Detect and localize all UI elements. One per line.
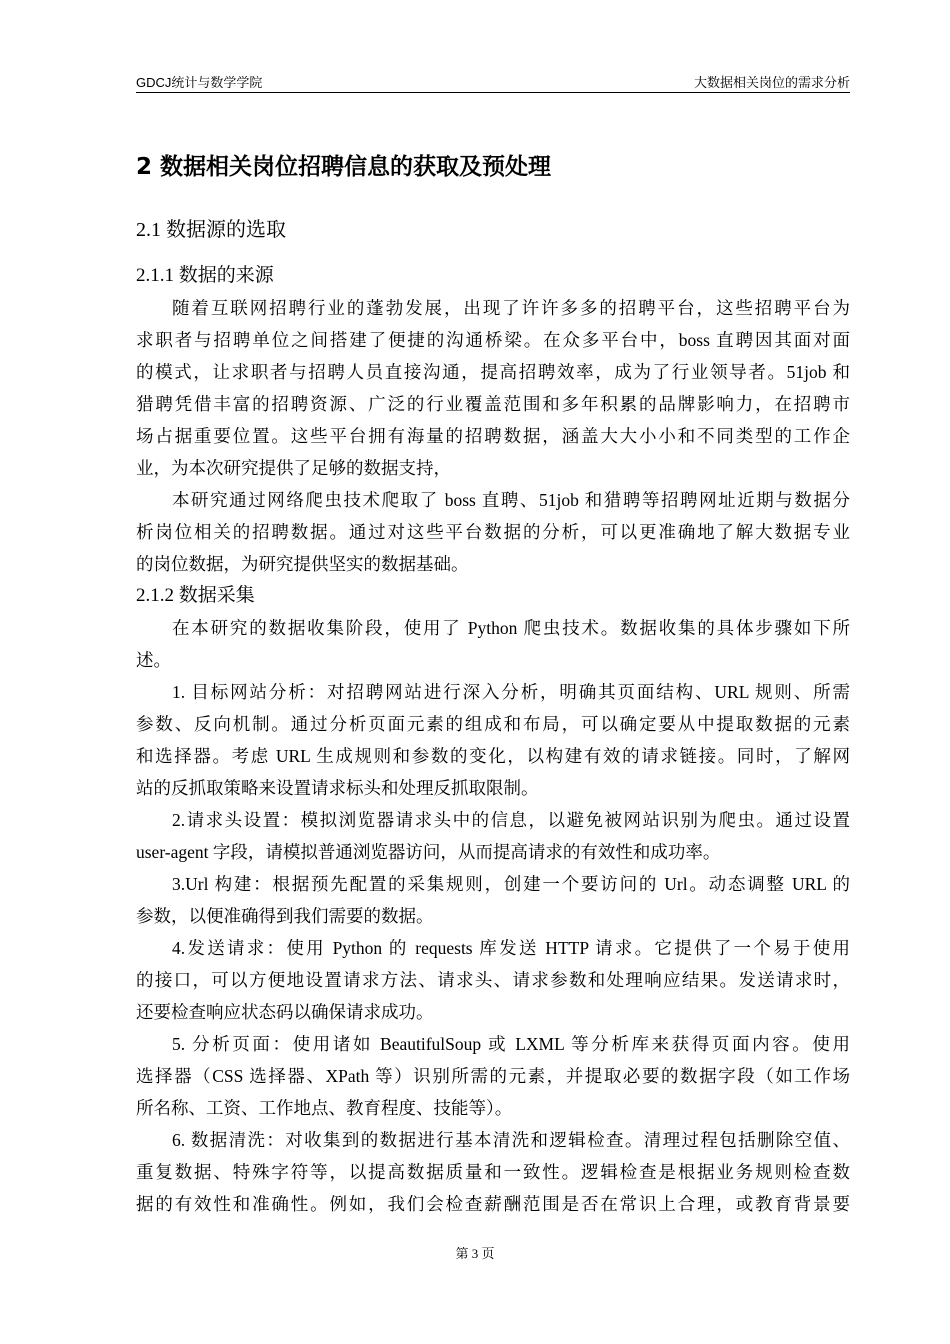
- text-line: 业，为本次研究提供了足够的数据支持，: [136, 458, 451, 478]
- text-line: 参数，以便准确得到我们需要的数据。: [136, 906, 434, 926]
- text-line: 4.发送请求：使用 Python 的 requests 库发送 HTTP 请求。它提供了一个易于使用: [172, 938, 850, 958]
- paragraph: [136, 932, 850, 1028]
- subsection-title: 2.1.2 数据采集: [136, 585, 255, 606]
- page-number: 第 3 页: [455, 1246, 495, 1261]
- paragraph: [136, 1028, 850, 1124]
- text-line: 在本研究的数据收集阶段，使用了 Python 爬虫技术。数据收集的具体步骤如下所: [172, 618, 850, 638]
- body-text: [136, 260, 850, 1220]
- paragraph: [136, 868, 850, 932]
- paragraph: [136, 804, 850, 868]
- text-line: 6. 数据清洗：对收集到的数据进行基本清洗和逻辑检查。清理过程包括删除空值、: [172, 1130, 850, 1150]
- page-header: [136, 70, 850, 93]
- text-line: 的模式，让求职者与招聘人员直接沟通，提高招聘效率，成为了行业领导者。51job 和: [136, 362, 850, 382]
- text-line: 求职者与招聘单位之间搭建了便捷的沟通桥梁。在众多平台中，boss 直聘因其面对面: [136, 330, 850, 350]
- text-line: 随着互联网招聘行业的蓬勃发展，出现了许许多多的招聘平台，这些招聘平台为: [172, 298, 850, 318]
- text-line: 本研究通过网络爬虫技术爬取了 boss 直聘、51job 和猎聘等招聘网址近期与数据分: [172, 490, 850, 510]
- text-line: 析岗位相关的招聘数据。通过对这些平台数据的分析，可以更准确地了解大数据专业: [136, 522, 850, 542]
- chapter-title: 2 数据相关岗位招聘信息的获取及预处理: [136, 154, 552, 180]
- text-line: 还要检查响应状态码以确保请求成功。: [136, 1002, 434, 1022]
- subsection-title: 2.1.1 数据的来源: [136, 265, 274, 286]
- text-line: 重复数据、特殊字符等，以提高数据质量和一致性。逻辑检查是根据业务规则检查数: [136, 1162, 850, 1182]
- paragraph: [136, 1124, 850, 1220]
- text-line: 的接口，可以方便地设置请求方法、请求头、请求参数和处理响应结果。发送请求时，: [136, 970, 850, 990]
- text-line: user-agent 字段，请模拟普通浏览器访问，从而提高请求的有效性和成功率。: [136, 842, 721, 862]
- text-line: 场占据重要位置。这些平台拥有海量的招聘数据，涵盖大大小小和不同类型的工作企: [136, 426, 850, 446]
- text-line: 2.请求头设置：模拟浏览器请求头中的信息，以避免被网站识别为爬虫。通过设置: [172, 810, 850, 830]
- text-line: 3.Url 构建：根据预先配置的采集规则，创建一个要访问的 Url。动态调整 URL 的: [172, 874, 850, 894]
- text-line: 述。: [136, 650, 171, 670]
- text-line: 1. 目标网站分析：对招聘网站进行深入分析，明确其页面结构、URL 规则、所需: [172, 682, 850, 702]
- text-line: 5. 分析页面：使用诸如 BeautifulSoup 或 LXML 等分析库来获得页面内容。使用: [172, 1034, 850, 1054]
- header-document-title: 大数据相关岗位的需求分析: [693, 74, 850, 90]
- paragraph: [136, 292, 850, 484]
- text-line: 猎聘凭借丰富的招聘资源、广泛的行业覆盖范围和多年积累的品牌影响力，在招聘市: [136, 394, 850, 414]
- paragraph: [136, 484, 850, 580]
- section-title: 2.1 数据源的选取: [136, 219, 286, 241]
- text-line: 和选择器。考虑 URL 生成规则和参数的变化，以构建有效的请求链接。同时，了解网: [136, 746, 850, 766]
- paragraph: [136, 612, 850, 676]
- header-institution: GDCJ统计与数学学院: [136, 74, 263, 90]
- paragraph: [136, 676, 850, 804]
- text-line: 所名称、工资、工作地点、教育程度、技能等）。: [136, 1098, 513, 1118]
- text-line: 的岗位数据，为研究提供坚实的数据基础。: [136, 554, 469, 574]
- text-line: 据的有效性和准确性。例如，我们会检查薪酬范围是否在常识上合理，或教育背景要: [136, 1194, 850, 1214]
- text-line: 参数、反向机制。通过分析页面元素的组成和布局，可以确定要从中提取数据的元素: [136, 714, 850, 734]
- text-line: 站的反抓取策略来设置请求标头和处理反抓取限制。: [136, 778, 539, 798]
- text-line: 选择器（CSS 选择器、XPath 等）识别所需的元素，并提取必要的数据字段（如工作场: [136, 1066, 850, 1086]
